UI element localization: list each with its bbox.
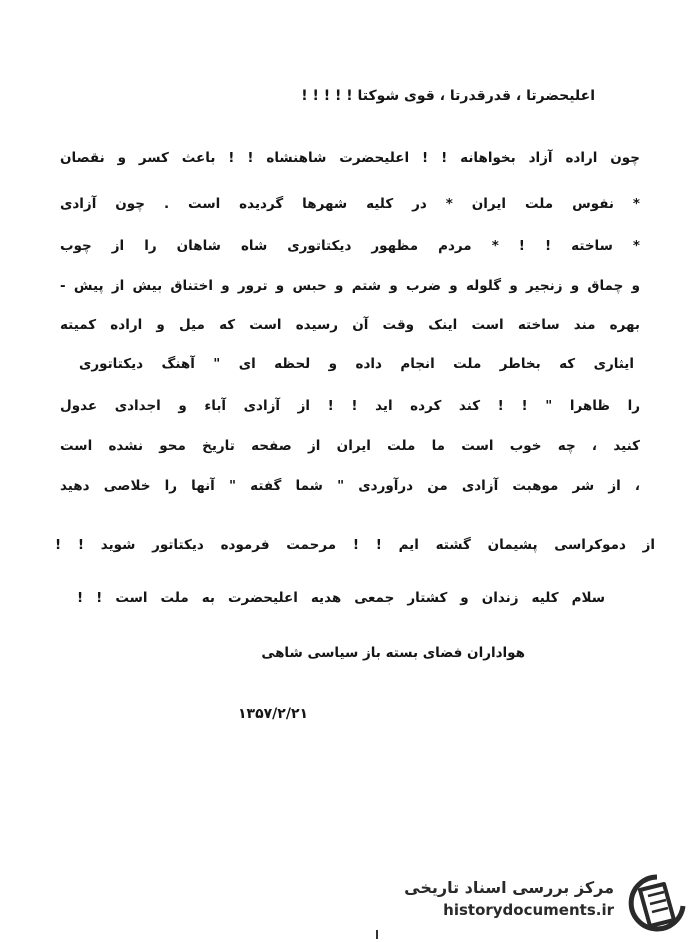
document-title: اعلیحضرتا ، قدرقدرتا ، قوی شوکتا ! ! ! ! ! xyxy=(301,88,595,104)
document-signature: هواداران فضای بسته باز سیاسی شاهی xyxy=(261,645,525,661)
document-line-11: سلام کلیه زندان و کشتار جمعی هدیه اعلیحضرت به ملت است ! ! xyxy=(77,590,605,606)
document-line-8: کنید ، چه خوب است ما ملت ایران از صفحه تاریخ محو نشده است xyxy=(60,438,640,454)
document-line-9: ، از شر موهبت آزادی من درآوردی " شما گفته " آنها را خلاصی دهید xyxy=(60,478,640,494)
watermark-text-block xyxy=(404,878,614,919)
document-line-1: چون اراده آزاد بخواهانه ! ! اعلیحضرت شاهنشاه ! ! باعث کسر و نقصان xyxy=(60,150,640,166)
document-line-3: * ساخته ! ! * مردم مظهور دیکتاتوری شاه شاهان را از چوب xyxy=(60,238,640,254)
document-line-4: و چماق و زنجیر و گلوله و ضرب و شتم و حبس و ترور و اختناق بیش از پیش - xyxy=(60,278,640,294)
watermark xyxy=(402,868,692,934)
archive-document-logo-icon xyxy=(626,874,688,932)
document-line-2: * نفوس ملت ایران * در کلیه شهرها گردیده است . چون آزادی xyxy=(60,196,640,212)
document-line-7: را ظاهرا " ! ! کند کرده اید ! ! از آزادی آباء و اجدادی عدول xyxy=(60,398,640,414)
document-line-6: ایثاری که بخاطر ملت انجام داده و لحظه ای " آهنگ دیکتاتوری xyxy=(79,356,634,372)
watermark-persian-text: مرکز بررسی اسناد تاریخی xyxy=(404,878,614,897)
document-line-5: بهره مند ساخته است اینک وقت آن رسیده است که میل و اراده کمیته xyxy=(60,317,640,333)
page-edge-mark xyxy=(376,930,378,939)
document-date: ۱۳۵۷/۲/۲۱ xyxy=(238,706,309,722)
watermark-url-text: historydocuments.ir xyxy=(443,901,614,919)
document-line-10: از دموکراسی پشیمان گشته ایم ! ! مرحمت فرموده دیکتاتور شوید ! ! xyxy=(55,537,655,553)
